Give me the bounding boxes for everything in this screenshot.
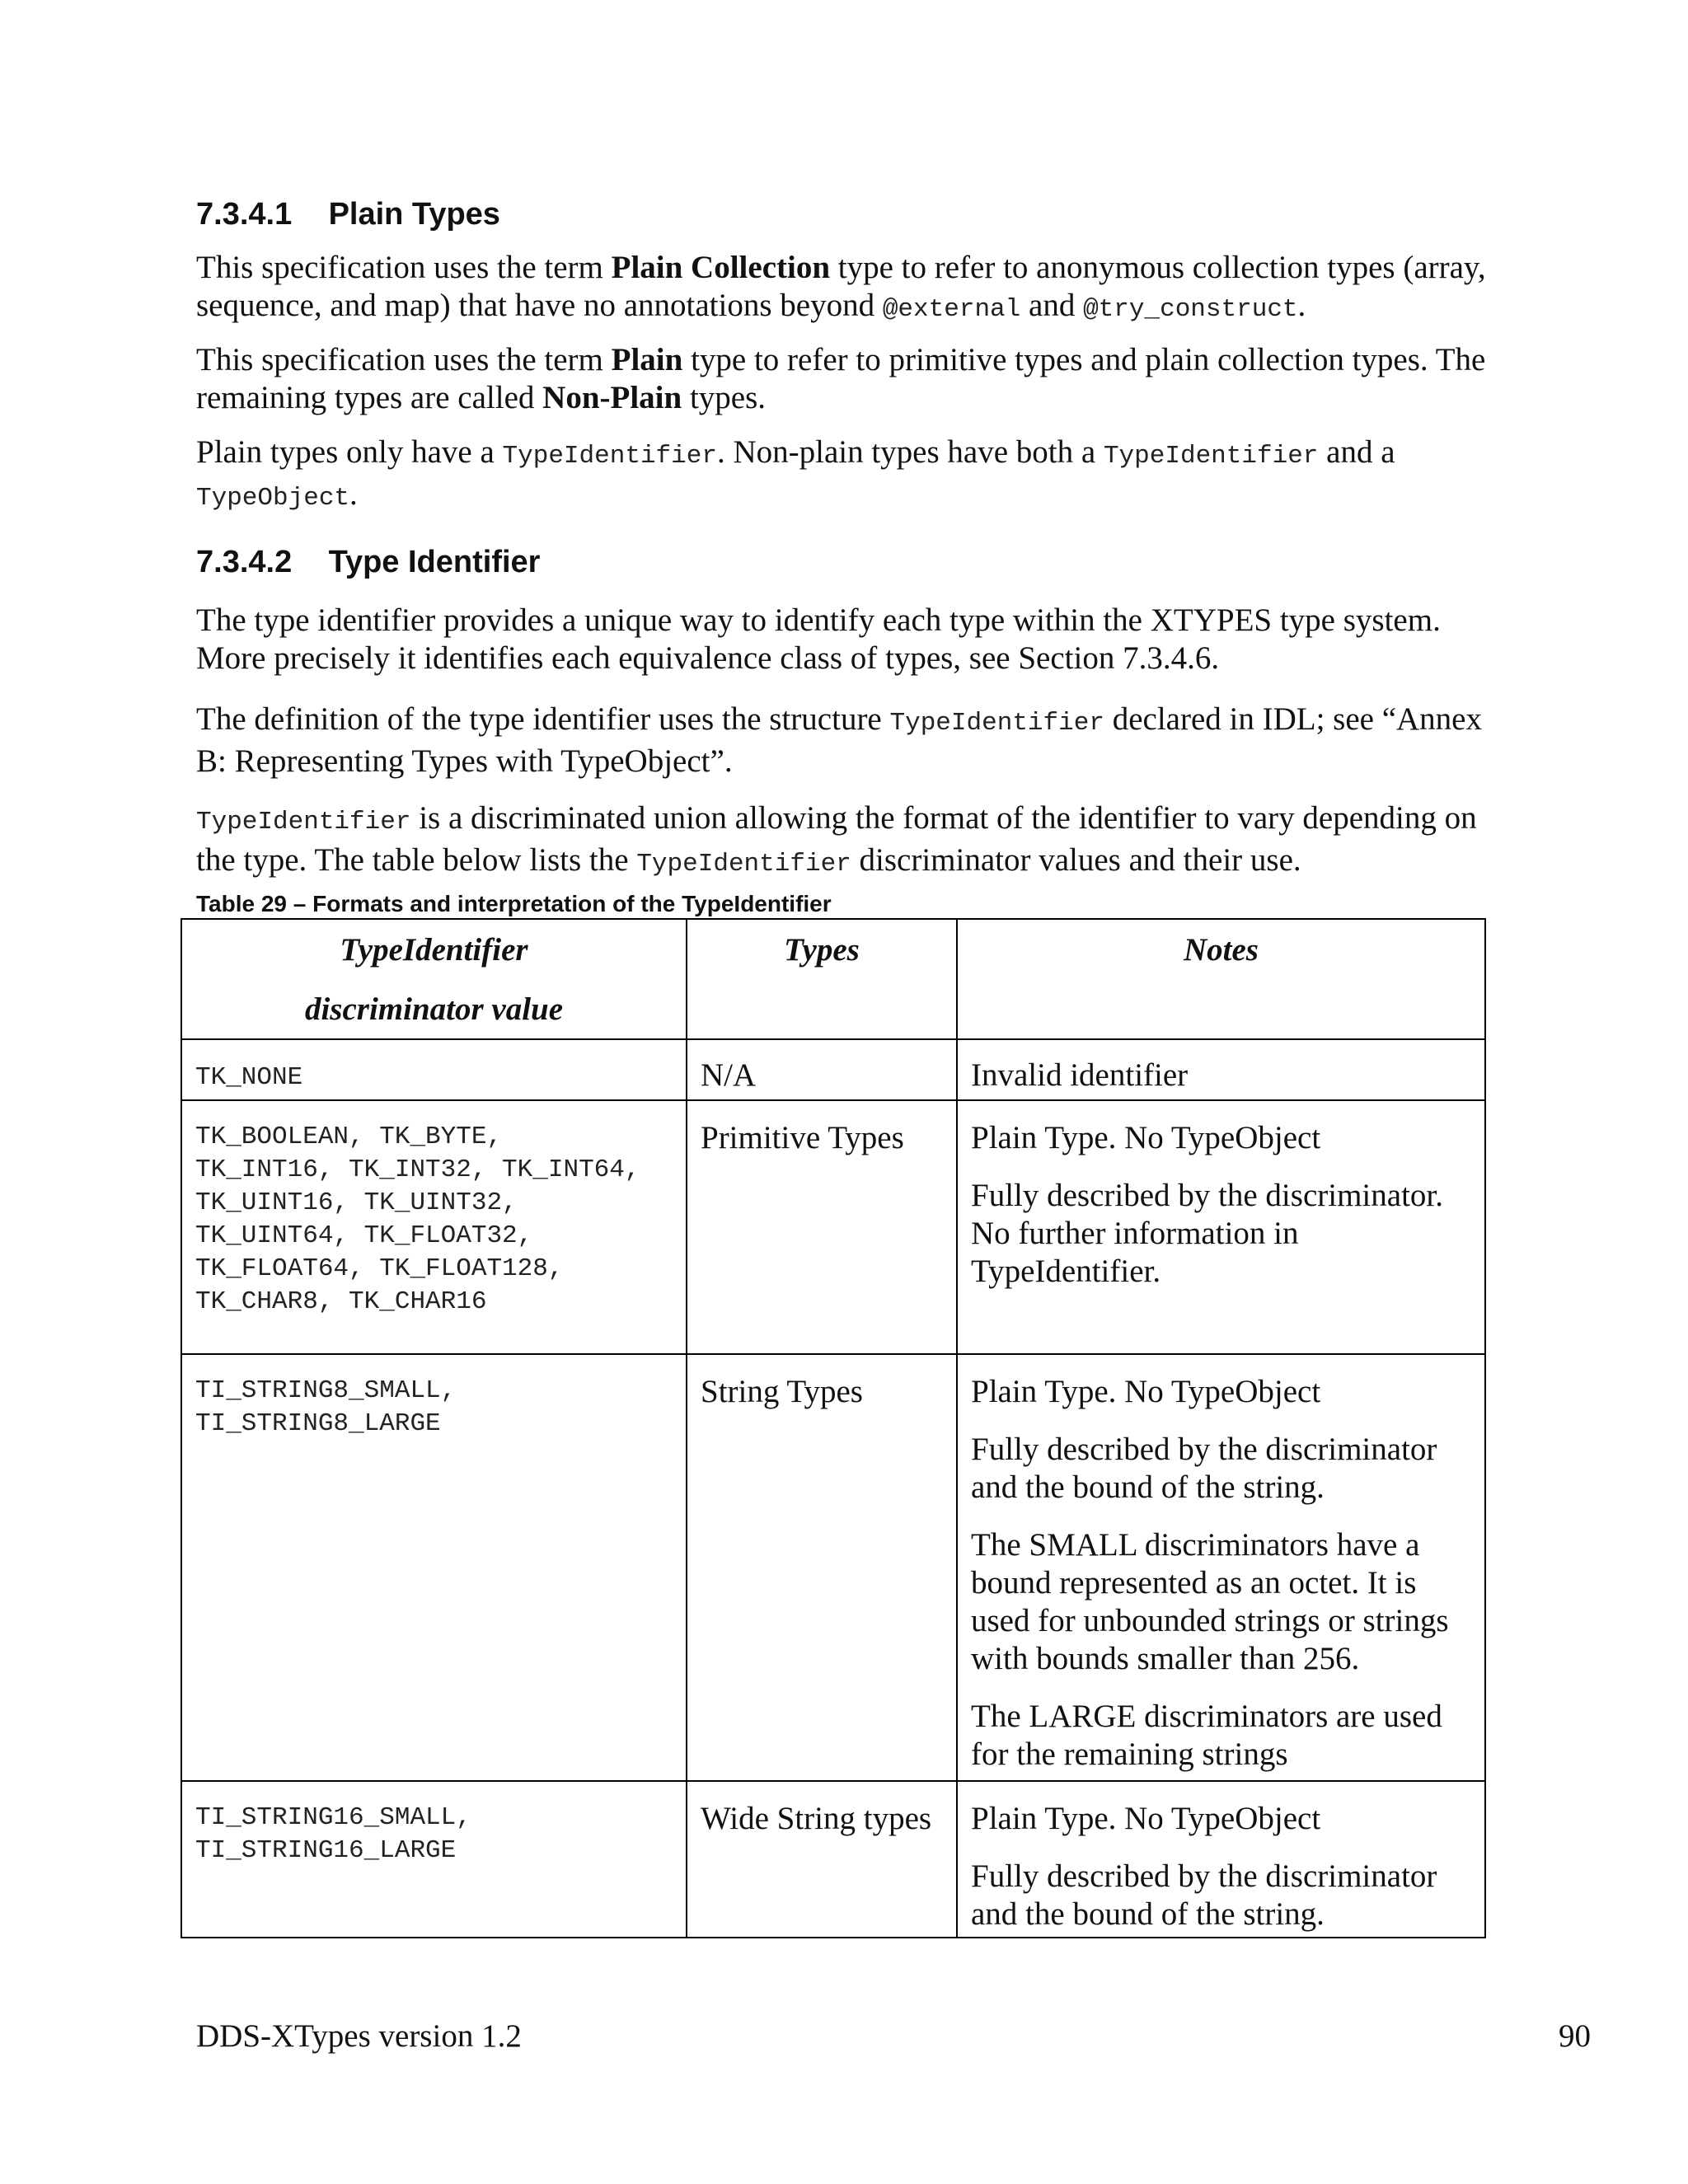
section-title: Plain Types [328, 197, 500, 232]
discriminator-cell [181, 1039, 687, 1100]
paragraph-plain-collection [196, 249, 1515, 329]
note-paragraph: Fully described by the discriminator and the bound of the string. [971, 1858, 1437, 1932]
note-paragraph: Plain Type. No TypeObject [971, 1374, 1321, 1409]
section-number: 7.3.4.2 [196, 545, 293, 579]
table-header-row [181, 919, 1485, 1039]
code-term: TypeIdentifier [636, 850, 851, 879]
code-line: TK_FLOAT64, TK_FLOAT128, [195, 1254, 564, 1283]
header-discriminator [181, 919, 687, 1039]
footer-document-title: DDS-XTypes version 1.2 [196, 2018, 522, 2054]
discriminator-cell [181, 1781, 687, 1938]
table-row [181, 1039, 1485, 1100]
types-cell: String Types [687, 1354, 957, 1781]
text-run: . Non-plain types have both a [716, 434, 1104, 470]
table-row [181, 1354, 1485, 1781]
section-number: 7.3.4.1 [196, 197, 293, 232]
text-run: Plain types only have a [196, 434, 503, 470]
note-paragraph: Fully described by the discriminator and the bound of the string. [971, 1432, 1437, 1505]
text-run: discriminator values and their use. [851, 842, 1301, 878]
discriminator-cell [181, 1354, 687, 1781]
text-run: types. [682, 380, 767, 415]
text-run: This specification uses the term [196, 342, 612, 377]
code-term: TypeIdentifier [196, 808, 411, 837]
notes-cell [957, 1781, 1485, 1938]
paragraph-plain-types-identifier [196, 434, 1515, 518]
paragraph-type-identifier-intro: The type identifier provides a unique way to identify each type within the XTYPES type system. More precisely it identifies each equivalence class of types, see Section 7.3.4.6. [196, 602, 1441, 676]
header-line: discriminator value [304, 991, 564, 1027]
header-notes: Notes [957, 919, 1485, 1039]
notes-cell [957, 1039, 1485, 1100]
text-run: declared in IDL; see “Annex B: Representing Types with TypeObject”. [196, 701, 1482, 779]
code-line: TI_STRING8_SMALL, [195, 1376, 457, 1405]
code-line: TK_UINT16, TK_UINT32, [195, 1188, 518, 1217]
code-line: TI_STRING16_SMALL, [195, 1803, 471, 1832]
text-run: and [1020, 288, 1084, 323]
bold-term: Plain Collection [611, 250, 831, 285]
table-row [181, 1100, 1485, 1354]
types-cell: Primitive Types [687, 1100, 957, 1354]
code-term: @try_construct [1083, 295, 1298, 324]
section-heading-type-identifier [196, 542, 540, 582]
code-line: TI_STRING8_LARGE [195, 1409, 441, 1438]
table-row [181, 1781, 1485, 1938]
text-run: This specification uses the term [196, 250, 612, 285]
types-cell: Wide String types [687, 1781, 957, 1938]
text-run: The definition of the type identifier uses the structure [196, 701, 890, 737]
note-paragraph: Fully described by the discriminator. No further information in TypeIdentifier. [971, 1178, 1443, 1289]
code-term: TypeIdentifier [1103, 442, 1319, 471]
code-line: TK_BOOLEAN, TK_BYTE, [195, 1122, 503, 1151]
note-paragraph: Plain Type. No TypeObject [971, 1120, 1321, 1155]
paragraph-type-identifier-definition [196, 701, 1515, 780]
code-line: TK_INT16, TK_INT32, TK_INT64, [195, 1155, 640, 1184]
notes-cell [957, 1100, 1485, 1354]
code-line: TK_NONE [195, 1063, 303, 1092]
bold-term: Plain [611, 342, 683, 377]
text-run: is a discriminated union allowing the format of the identifier to vary depending on the type. The table below lists the [196, 800, 1477, 878]
code-term: TypeIdentifier [502, 442, 717, 471]
notes-cell [957, 1354, 1485, 1781]
note-paragraph: The SMALL discriminators have a bound represented as an octet. It is used for unbounded strings or strings with bounds smaller than 256. [971, 1527, 1449, 1676]
type-identifier-table [181, 918, 1486, 1938]
table-caption: Table 29 – Formats and interpretation of the TypeIdentifier [196, 891, 832, 916]
note-paragraph: Invalid identifier [971, 1057, 1189, 1093]
text-run: and a [1318, 434, 1395, 470]
paragraph-plain-type [196, 341, 1515, 417]
header-types: Types [687, 919, 957, 1039]
bold-term: Non-Plain [542, 380, 682, 415]
text-run: type to refer to primitive types and plain collection types. The remaining types are called [196, 342, 1486, 415]
text-run: . [1297, 288, 1306, 323]
types-cell: N/A [687, 1039, 957, 1100]
footer-page-number: 90 [1559, 2018, 1591, 2054]
note-paragraph: The LARGE discriminators are used for the remaining strings [971, 1699, 1442, 1772]
paragraph-discriminated-union [196, 799, 1515, 883]
code-term: TypeIdentifier [889, 709, 1104, 738]
code-term: TypeObject [196, 484, 350, 513]
text-run: type to refer to anonymous collection types (array, sequence, and map) that have no annotations beyond [196, 250, 1486, 323]
code-line: TK_UINT64, TK_FLOAT32, [195, 1221, 533, 1250]
note-paragraph: Plain Type. No TypeObject [971, 1801, 1321, 1836]
code-term: @external [882, 295, 1021, 324]
discriminator-cell [181, 1100, 687, 1354]
code-line: TI_STRING16_LARGE [195, 1836, 457, 1865]
text-run: . [349, 476, 358, 512]
section-heading-plain-types [196, 194, 500, 234]
code-line: TK_CHAR8, TK_CHAR16 [195, 1287, 487, 1316]
section-title: Type Identifier [328, 545, 541, 579]
header-line: TypeIdentifier [340, 932, 528, 968]
